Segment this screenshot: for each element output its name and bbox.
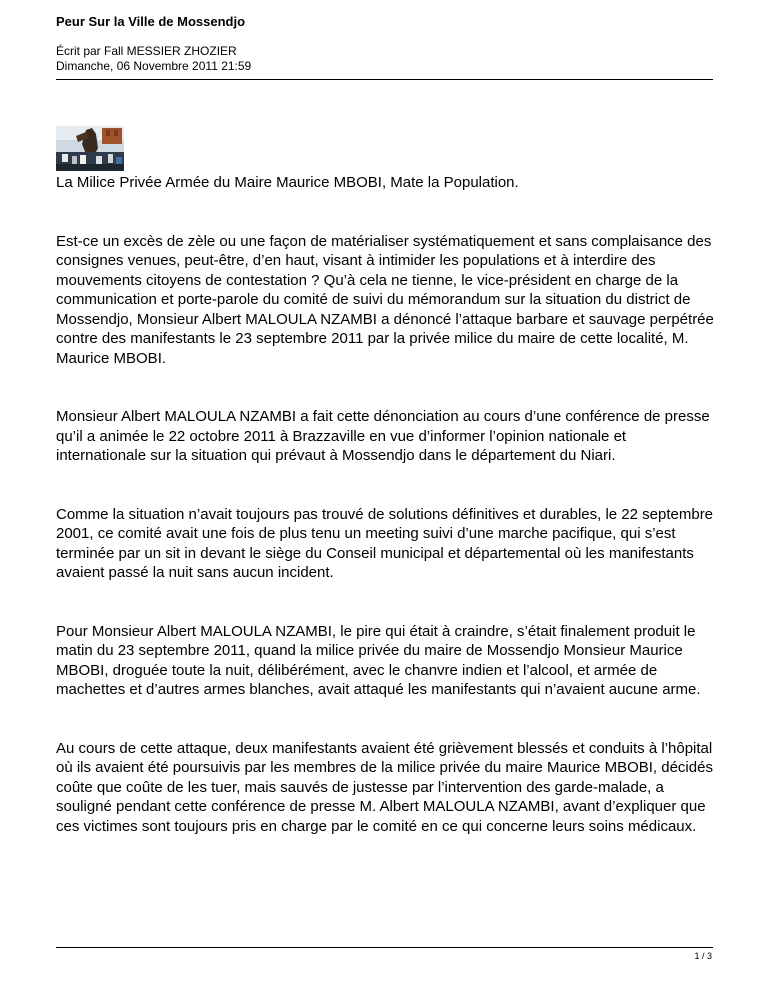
article-meta <box>56 44 713 74</box>
document-header <box>56 12 713 74</box>
crowd-photo-icon <box>56 126 124 171</box>
article-title: Peur Sur la Ville de Mossendjo <box>56 14 246 29</box>
article-paragraph: Pour Monsieur Albert MALOULA NZAMBI, le pire qui était à craindre, s’était finalement produit le matin du 23 septembre 2011, quand la milice privée du maire de Mossendjo Monsieur Maurice MBOBI, droguée toute la nuit, délibérément, avec le chanvre indien et l’alcool, et armée de machettes et d’autres armes blanches, avait attaqué les manifestants qui n’avaient aucune arme. <box>56 622 701 698</box>
article-paragraph: Au cours de cette attaque, deux manifestants avaient été grièvement blessés et conduits à l’hôpital où ils avaient été poursuivis par les membres de la milice privée du maire Maurice MBOBI, décidés coûte que coûte de les tuer, mais sauvés de justesse par l’intervention des garde-malade, a souligné pendant cette conférence de presse M. Albert MALOULA NZAMBI, avant d’expliquer que ces victimes sont toujours pris en charge par le comité en ce qui concerne leurs soins médicaux. <box>56 739 713 835</box>
article-paragraph: Est-ce un excès de zèle ou une façon de matérialiser systématiquement et sans complaisance des consignes venues, peut-être, d’en haut, visant à intimider les populations et à interdire des mouvements citoyens de contestation ? Qu’à cela ne tienne, le vice-président en charge de la communication et porte-parole du comité de suivi du mémorandum sur la situation du district de Mossendjo, Monsieur Albert MALOULA NZAMBI a dénoncé l’attaque barbare et sauvage perpétrée contre des manifestants le 23 septembre 2011 par la privée milice du maire de cette localité, M. Maurice MBOBI. <box>56 232 714 367</box>
article-thumbnail-image <box>56 126 124 171</box>
author-line: Écrit par Fall MESSIER ZHOZIER <box>56 44 237 58</box>
date-line: Dimanche, 06 Novembre 2011 21:59 <box>56 59 252 73</box>
footer-divider <box>56 947 713 948</box>
article-paragraph: Monsieur Albert MALOULA NZAMBI a fait cette dénonciation au cours d’une conférence de presse qu’il a animée le 22 octobre 2011 à Brazzaville en vue d’informer l’opinion nationale et internationale sur la situation qui prévaut à Mossendjo dans le département du Niari. <box>56 408 710 464</box>
page-indicator: 1 / 3 <box>694 951 712 961</box>
article-paragraph: Comme la situation n’avait toujours pas trouvé de solutions définitives et durables, le 22 septembre 2001, ce comité avait une fois de plus tenu un meeting suivi d’une marche pacifique, qui s’est terminée par un sit in devant le siège du Conseil municipal et départemental où les manifestants avaient passé la nuit sans aucun incident. <box>56 505 714 581</box>
header-divider <box>56 79 713 80</box>
article-body <box>56 173 716 836</box>
article-lead: La Milice Privée Armée du Maire Maurice MBOBI, Mate la Population. <box>56 174 519 191</box>
